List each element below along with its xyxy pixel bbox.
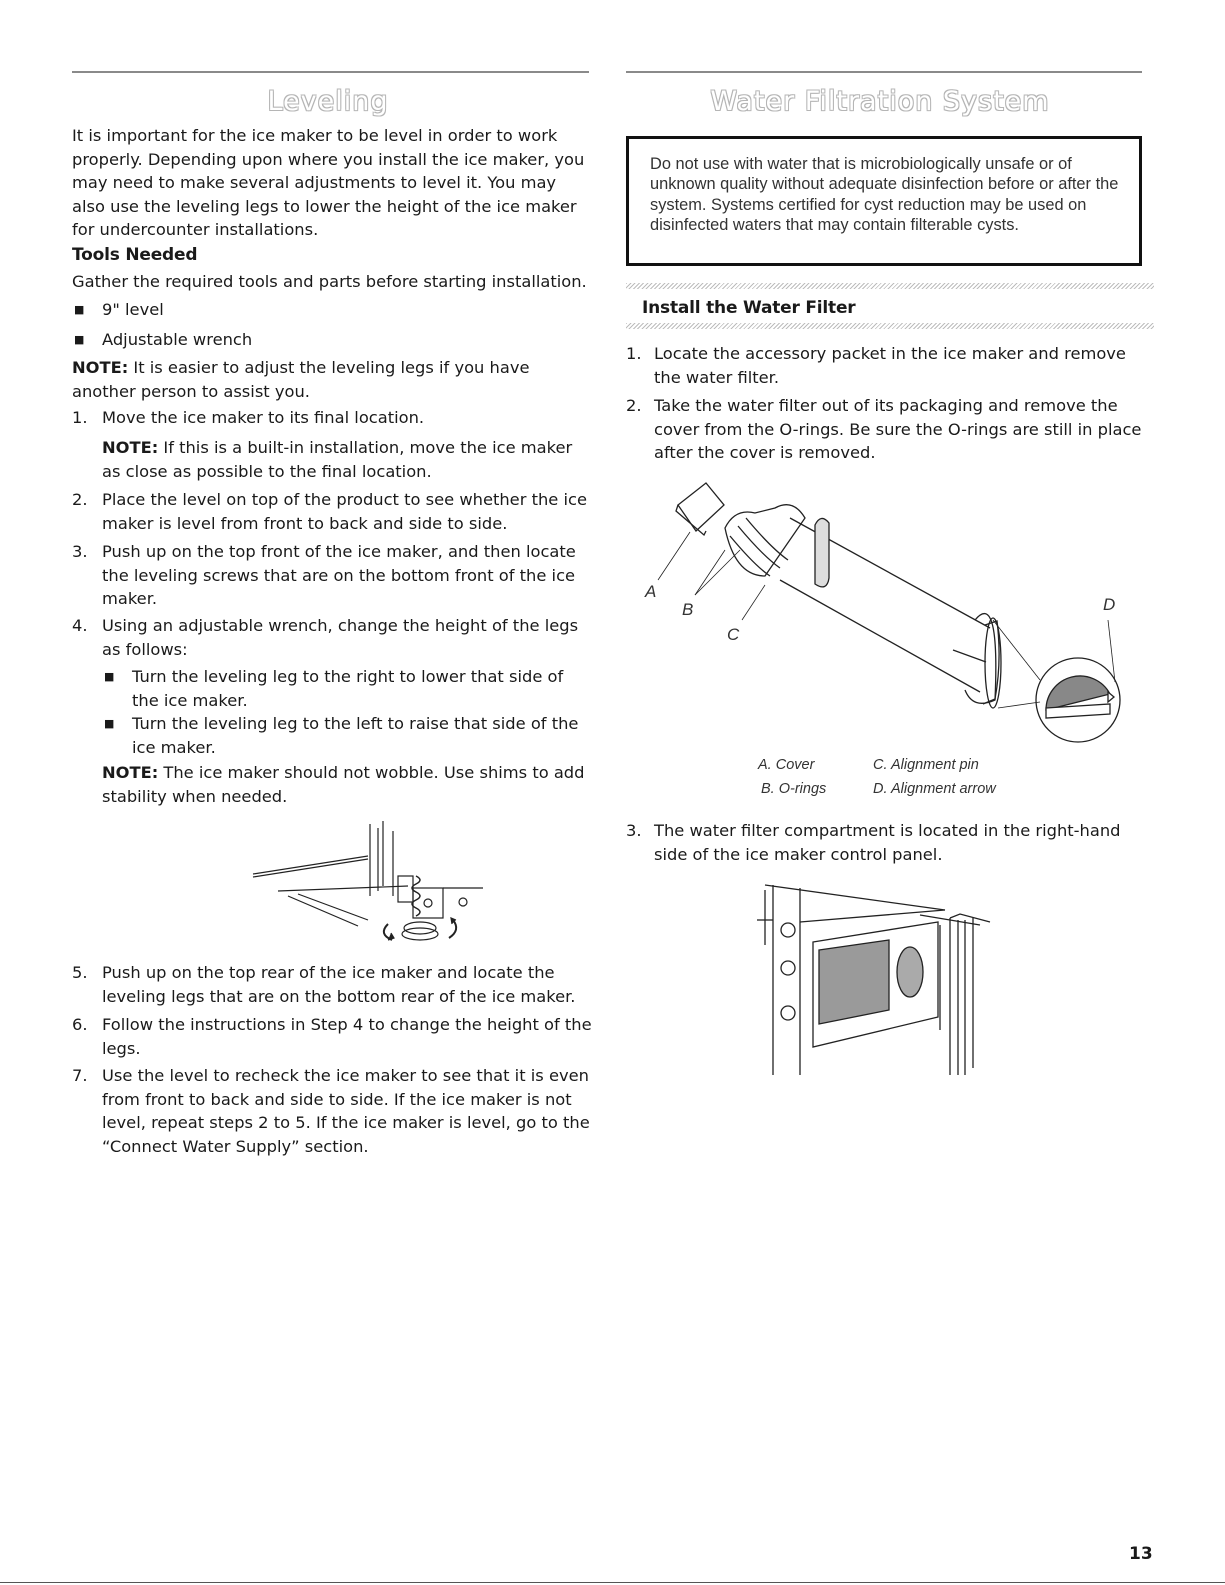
step4-bullet: Turn the leveling leg to the left to raise that side of the ice maker. [132, 714, 579, 757]
step-number: 1. [72, 408, 88, 427]
step-number: 3. [72, 542, 88, 561]
step-text: Move the ice maker to its final location. [102, 408, 425, 427]
tool-item: 9" level [102, 300, 164, 319]
bottom-rule [0, 1582, 1225, 1583]
step-text: Use the level to recheck the ice maker to see that it is even from front to back and side to side. If the ice maker is not level, repeat steps 2 to 5. If the ice maker is level, go to the “Connect Water Supply” section. [102, 1066, 590, 1156]
bullet-icon: ■ [104, 717, 115, 730]
step-number: 2. [626, 396, 642, 415]
note-leveling-assist [72, 356, 592, 403]
control-panel-illustration [755, 880, 1000, 1085]
install-filter-heading: Install the Water Filter [642, 298, 856, 318]
caption-cover: A. Cover [758, 757, 815, 773]
step-text: Take the water filter out of its packaging and remove the cover from the O-rings. Be sure the O-rings are still in place after the cover is removed. [654, 396, 1142, 462]
tools-heading: Tools Needed [72, 245, 198, 265]
step-number: 7. [72, 1066, 88, 1085]
caption-alignment-pin: C. Alignment pin [873, 757, 979, 773]
water-filtration-title: Water Filtration System [710, 86, 1050, 117]
step-text: Push up on the top rear of the ice maker and locate the leveling legs that are on the bottom rear of the ice maker. [102, 963, 576, 1006]
step-number: 3. [626, 821, 642, 840]
step-text: Follow the instructions in Step 4 to change the height of the legs. [102, 1015, 592, 1058]
caption-alignment-arrow: D. Alignment arrow [873, 781, 996, 797]
bullet-icon: ■ [74, 303, 85, 316]
step1-note [102, 436, 592, 483]
hatch-divider [626, 283, 1154, 289]
water-filter-illustration [630, 470, 1140, 780]
page-number: 13 [1129, 1544, 1153, 1564]
hatch-divider [626, 323, 1154, 329]
warning-text: Do not use with water that is microbiologically unsafe or of unknown quality without adequate disinfection before or after the system. Systems certified for cyst reduction may be used on disinfected waters that may contain filterable cysts. [650, 155, 1119, 234]
step-number: 6. [72, 1015, 88, 1034]
figure-letter-b: B [682, 600, 694, 619]
bullet-icon: ■ [74, 333, 85, 346]
leveling-title: Leveling [267, 86, 389, 117]
step4-bullet: Turn the leveling leg to the right to lower that side of the ice maker. [132, 667, 564, 710]
tool-item: Adjustable wrench [102, 330, 253, 349]
step-number: 5. [72, 963, 88, 982]
left-top-rule [72, 71, 589, 73]
right-top-rule [626, 71, 1142, 73]
note-label: NOTE: [72, 358, 129, 377]
step4-note [102, 761, 592, 808]
figure-letter-c: C [727, 625, 740, 644]
step-text: Push up on the top front of the ice maker, and then locate the leveling screws that are on the bottom front of the ice maker. [102, 542, 576, 608]
step-text: Place the level on top of the product to see whether the ice maker is level from front to back and side to side. [102, 490, 587, 533]
tools-intro: Gather the required tools and parts before starting installation. [72, 272, 587, 291]
step-number: 4. [72, 616, 88, 635]
note-text: It is easier to adjust the leveling legs if you have another person to assist you. [72, 358, 530, 401]
leveling-leg-illustration [248, 816, 498, 956]
warning-box [626, 136, 1142, 266]
caption-o-rings: B. O-rings [761, 781, 827, 797]
bullet-icon: ■ [104, 670, 115, 683]
step-text: The water filter compartment is located in the right-hand side of the ice maker control panel. [654, 821, 1121, 864]
note-text: If this is a built-in installation, move the ice maker as close as possible to the final location. [102, 438, 573, 481]
note-label: NOTE: [102, 438, 159, 457]
step-number: 2. [72, 490, 88, 509]
figure-letter-a: A [645, 582, 657, 601]
figure-letter-d: D [1103, 595, 1116, 614]
note-text: The ice maker should not wobble. Use shims to add stability when needed. [102, 763, 585, 806]
step-text: Locate the accessory packet in the ice maker and remove the water filter. [654, 344, 1126, 387]
step-number: 1. [626, 344, 642, 363]
leveling-intro: It is important for the ice maker to be level in order to work properly. Depending upon where you install the ice maker, you may need to make several adjustments to level it. You may also use the leveling legs to lower the height of the ice maker for undercounter installations. [72, 126, 585, 239]
step-text: Using an adjustable wrench, change the height of the legs as follows: [102, 616, 579, 659]
note-label: NOTE: [102, 763, 159, 782]
